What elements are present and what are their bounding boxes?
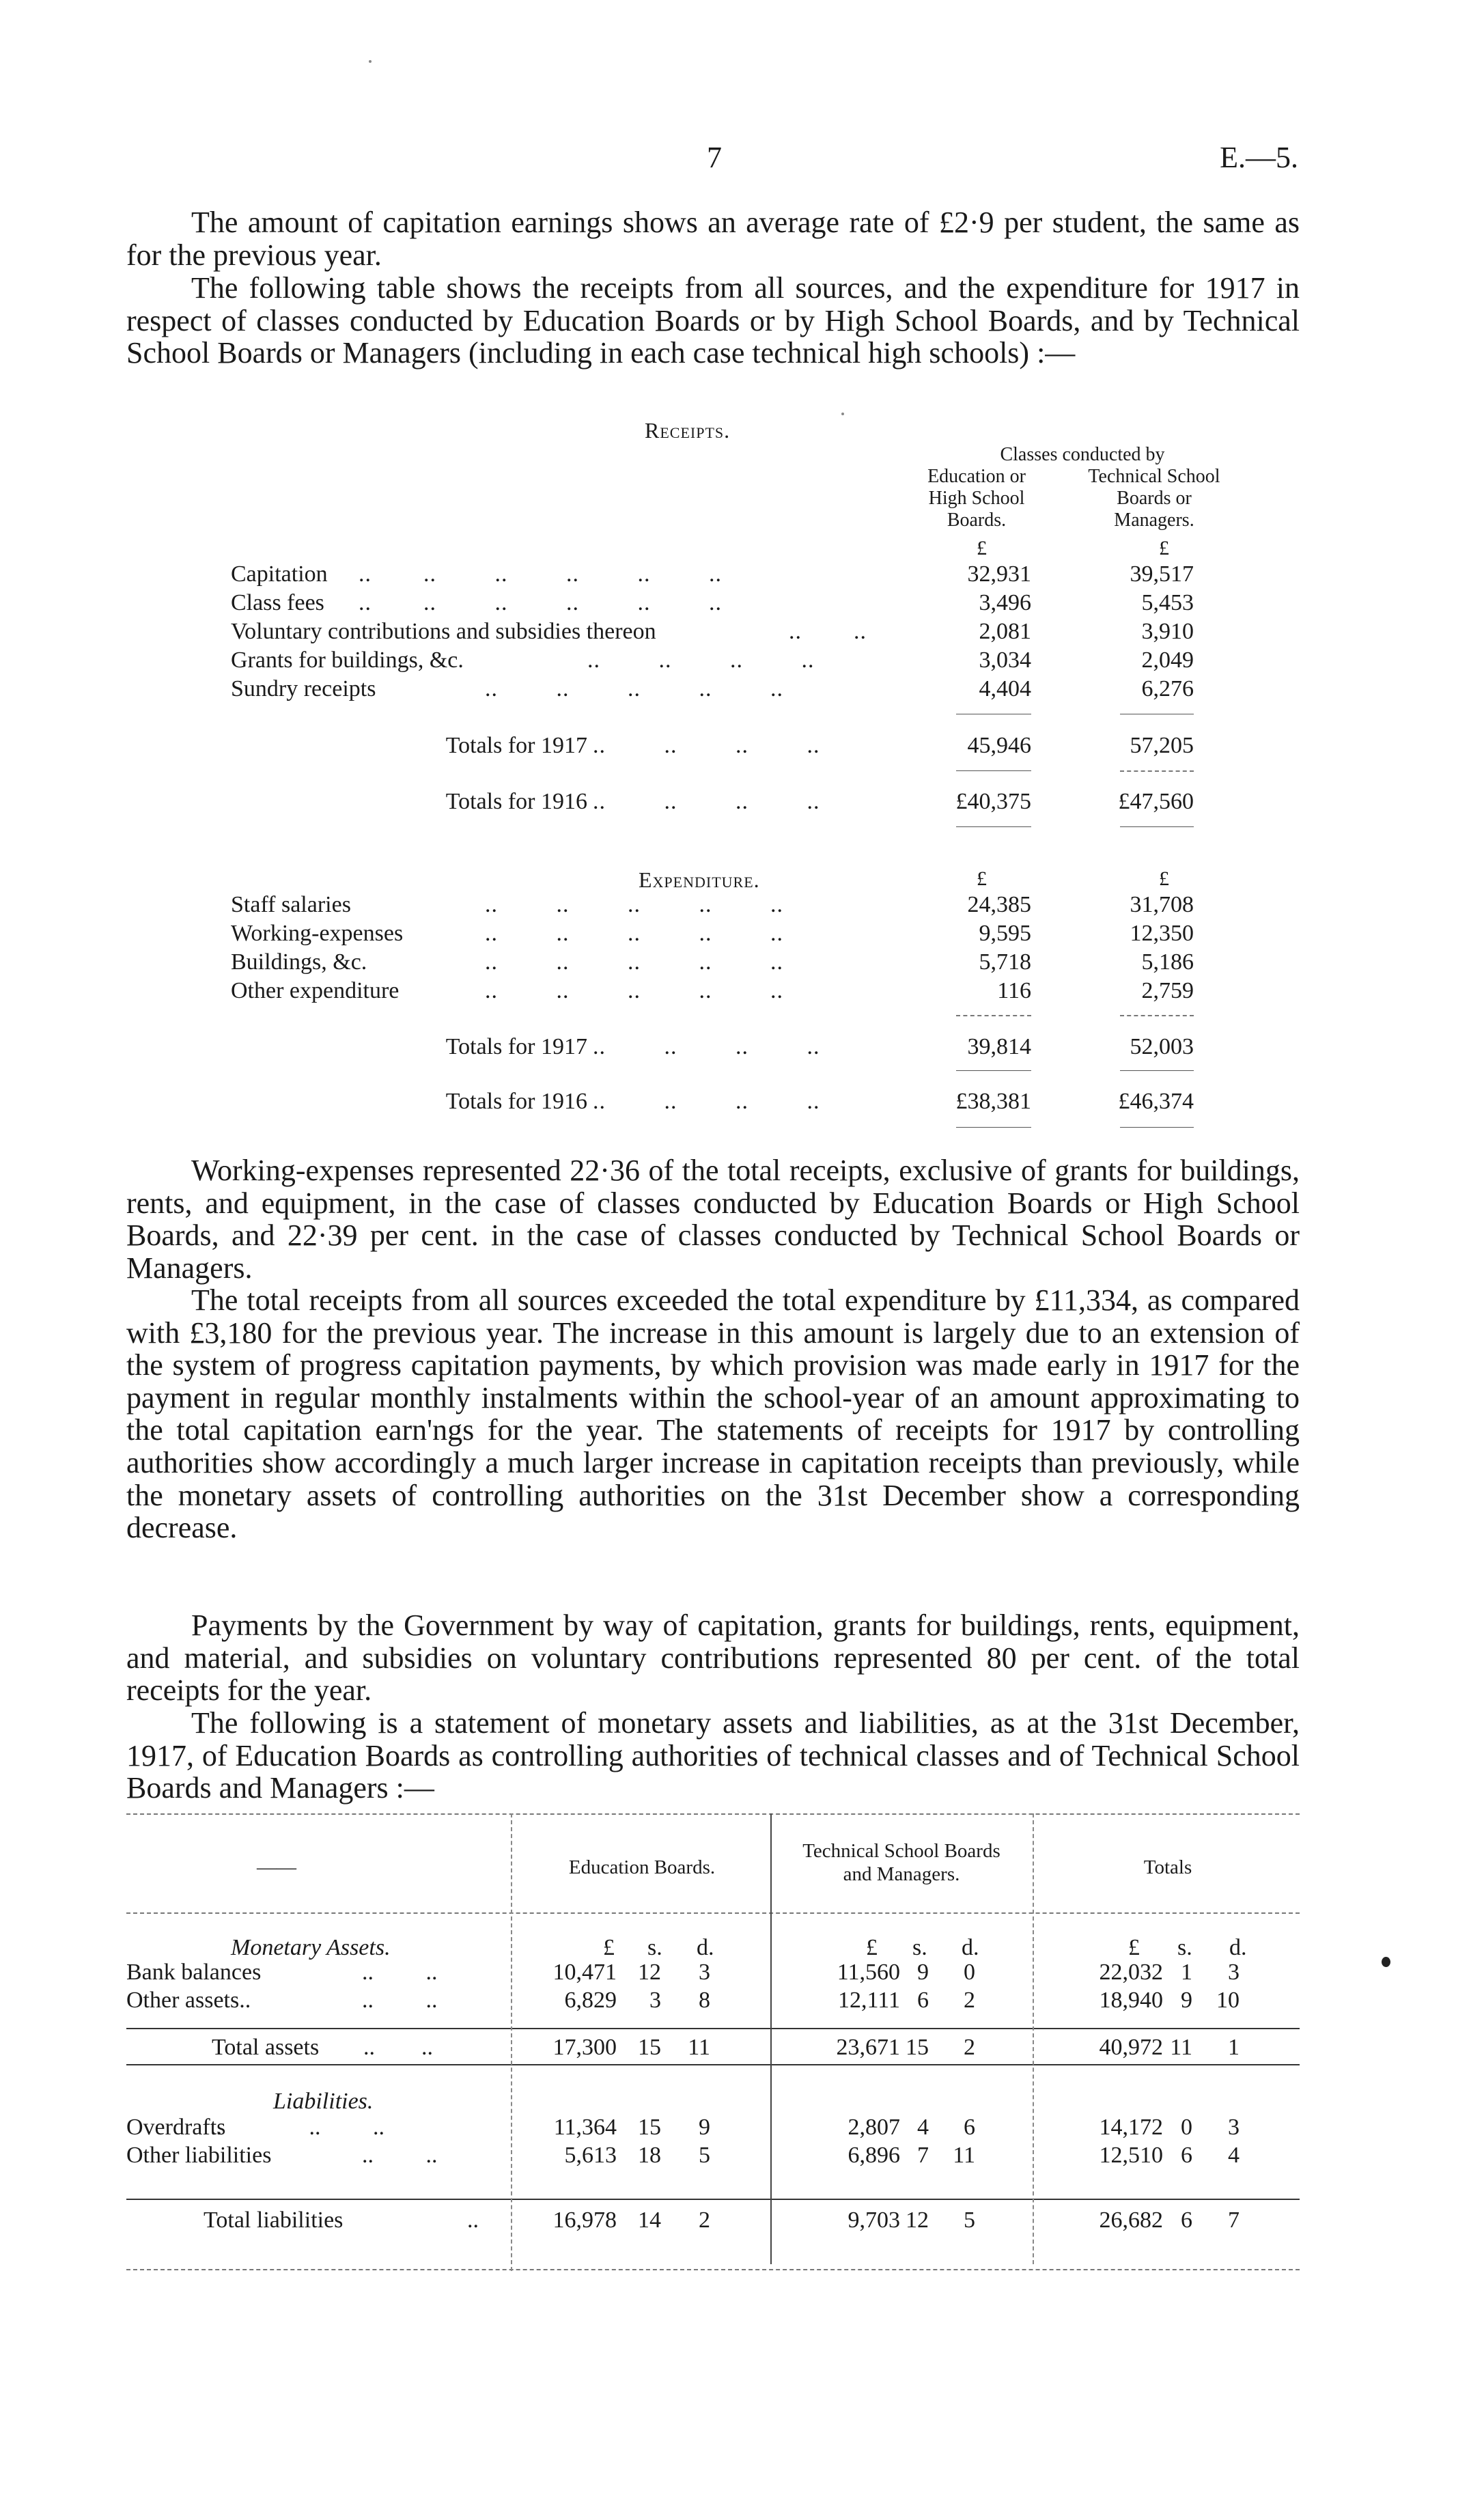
col-totals: Totals	[1143, 1856, 1192, 1878]
lsd-pound: £	[1128, 1935, 1140, 1960]
receipts-row: Sundry receipts .. .. .. .. .. 4,404 6,276	[231, 676, 1194, 701]
tech-pounds: 6,896	[848, 2143, 900, 2168]
lsd-shilling: s.	[647, 1935, 662, 1960]
edu-shillings: 15	[638, 2115, 661, 2140]
edu-pence: 9	[699, 2115, 710, 2140]
table-header-rule	[126, 1912, 1300, 1914]
rule	[1120, 1070, 1194, 1071]
column-divider	[511, 1813, 512, 2271]
receipts-row: Class fees .. .. .. .. .. .. 3,496 5,453	[231, 590, 1194, 615]
column-divider	[770, 1813, 772, 2264]
rule	[1120, 1127, 1194, 1128]
currency-symbol: £	[977, 537, 987, 559]
total-assets-label: Total assets	[212, 2035, 320, 2060]
paragraph-working-expenses: Working-expenses represented 22·36 of the total receipts, exclusive of grants for buildings, rents, and equipment, in the case of classes conducted by Education Boards or High School Boards, and 22·39 per cent. in the case of classes conducted by Technical School Boards or Managers.	[126, 1154, 1300, 1285]
rule	[1120, 826, 1194, 827]
receipts-row: Voluntary contributions and subsidies thereon .. .. 2,081 3,910	[231, 619, 1194, 644]
edu-pence: 5	[699, 2143, 710, 2168]
rule	[956, 1127, 1031, 1128]
expenditure-total-1917: Totals for 1917 .. .. .. .. 39,814 52,003	[445, 1034, 1194, 1059]
edu-shillings: 15	[638, 2035, 661, 2060]
tech-pence: 0	[964, 1960, 975, 1985]
monetary-assets-heading: Monetary Assets.	[231, 1935, 391, 1960]
paragraph-table-intro: The following table shows the receipts from all sources, and the expenditure for 1917 in respect of classes conducted by Education Boards or by High School Boards, and by Technical School Boards or Managers (including in each case technical high schools) :—	[126, 271, 1300, 370]
edu-pence: 2	[699, 2208, 710, 2233]
tot-pounds: 14,172	[1099, 2115, 1163, 2140]
tech-pence: 2	[964, 1988, 975, 2013]
classes-conducted-header: Classes conducted by	[1000, 444, 1165, 465]
receipts-row: Grants for buildings, &c. .. .. .. .. 3,034 2,049	[231, 647, 1194, 673]
statement-corner-dash: ——	[257, 1856, 296, 1878]
edu-shillings: 12	[638, 1960, 661, 1985]
column-divider	[1033, 1813, 1034, 2264]
tech-pence: 2	[964, 2035, 975, 2060]
leader-dots: .. ..	[362, 2143, 438, 2168]
margin-bullet-mark	[1382, 1957, 1390, 1967]
leader-dots: .. .. ..	[210, 2115, 384, 2140]
lsd-pound: £	[866, 1935, 878, 1960]
tech-pence: 11	[953, 2143, 975, 2168]
scan-speck	[841, 413, 844, 415]
tech-pounds: 2,807	[848, 2115, 900, 2140]
currency-symbol: £	[1159, 867, 1169, 890]
edu-shillings: 3	[649, 1988, 661, 2013]
tech-pence: 5	[964, 2208, 975, 2233]
expenditure-row: Working-expenses .. .. .. .. .. 9,595 12,350	[231, 921, 1194, 946]
receipts-total-1917: Totals for 1917 .. .. .. .. 45,946 57,205	[445, 733, 1194, 758]
currency-symbol: £	[977, 867, 987, 890]
lsd-pence: d.	[697, 1935, 714, 1960]
leader-dots: .. ..	[363, 2035, 433, 2060]
leader-dots: ..	[467, 2208, 479, 2233]
tech-pence: 6	[964, 2115, 975, 2140]
rule	[1120, 770, 1194, 772]
tech-shillings: 4	[917, 2115, 929, 2140]
statement-row-label: Other assets..	[126, 1988, 251, 2013]
expenditure-row: Staff salaries .. .. .. .. .. 24,385 31,708	[231, 892, 1194, 917]
table-rule	[126, 2064, 1300, 2065]
tot-pounds: 18,940	[1099, 1988, 1163, 2013]
tot-pence: 3	[1228, 1960, 1240, 1985]
tech-shillings: 12	[906, 2208, 929, 2233]
receipts-row: Capitation .. .. .. .. .. .. 32,931 39,517	[231, 561, 1194, 587]
tech-shillings: 7	[917, 2143, 929, 2168]
tot-shillings: 0	[1181, 2115, 1192, 2140]
edu-pounds: 6,829	[564, 1988, 617, 2013]
tot-shillings: 6	[1181, 2208, 1192, 2233]
table-rule	[126, 2028, 1300, 2029]
leader-dots: .. ..	[362, 1960, 438, 1985]
tot-pounds: 22,032	[1099, 1960, 1163, 1985]
statement-row-label: Bank balances	[126, 1960, 262, 1985]
document-reference: E.—5.	[1220, 141, 1298, 174]
edu-pounds: 10,471	[552, 1960, 617, 1985]
expenditure-total-1916: Totals for 1916 .. .. .. .. £38,381 £46,374	[445, 1089, 1194, 1114]
col-education-boards: Education Boards.	[568, 1856, 716, 1878]
tech-shillings: 15	[906, 2035, 929, 2060]
tot-pounds: 26,682	[1099, 2208, 1163, 2233]
tot-pounds: 40,972	[1099, 2035, 1163, 2060]
tot-shillings: 6	[1181, 2143, 1192, 2168]
tech-pounds: 23,671	[836, 2035, 900, 2060]
tech-shillings: 9	[917, 1960, 929, 1985]
edu-pence: 8	[699, 1988, 710, 2013]
expenditure-row: Buildings, &c. .. .. .. .. .. 5,718 5,186	[231, 949, 1194, 975]
edu-pounds: 17,300	[552, 2035, 617, 2060]
tech-shillings: 6	[917, 1988, 929, 2013]
receipts-title: Receipts.	[645, 418, 731, 443]
rule	[956, 1015, 1031, 1016]
lsd-pound: £	[603, 1935, 615, 1960]
paragraph-capitation-rate: The amount of capitation earnings shows an average rate of £2·9 per student, the same as for the previous year.	[126, 206, 1300, 272]
currency-symbol: £	[1159, 537, 1169, 559]
tot-pence: 3	[1228, 2115, 1240, 2140]
tech-pounds: 11,560	[837, 1960, 900, 1985]
lsd-pence: d.	[1229, 1935, 1247, 1960]
col-technical-school-boards: Technical School Boards and Managers.	[802, 1840, 1000, 1885]
total-liabilities-label: Total liabilities	[204, 2208, 344, 2233]
lsd-shilling: s.	[1177, 1935, 1192, 1960]
expenditure-title: Expenditure.	[639, 867, 760, 892]
rule	[956, 826, 1031, 827]
tot-shillings: 1	[1181, 1960, 1192, 1985]
expenditure-row: Other expenditure .. .. .. .. .. 116 2,759	[231, 978, 1194, 1003]
receipts-total-1916: Totals for 1916 .. .. .. .. £40,375 £47,560	[445, 789, 1194, 814]
edu-pounds: 11,364	[553, 2115, 617, 2140]
lsd-pence: d.	[962, 1935, 979, 1960]
lsd-shilling: s.	[912, 1935, 927, 1960]
statement-row-label: Other liabilities	[126, 2143, 272, 2168]
table-rule	[126, 2199, 1300, 2200]
edu-shillings: 18	[638, 2143, 661, 2168]
col-education-header: Education or High School Boards.	[927, 466, 1026, 531]
rule	[956, 1070, 1031, 1071]
edu-pounds: 16,978	[552, 2208, 617, 2233]
edu-pence: 3	[699, 1960, 710, 1985]
rule	[1120, 1015, 1194, 1016]
tot-shillings: 9	[1181, 1988, 1192, 2013]
tot-pence: 10	[1216, 1988, 1240, 2013]
edu-pence: 11	[688, 2035, 710, 2060]
tot-pounds: 12,510	[1099, 2143, 1163, 2168]
tot-shillings: 11	[1170, 2035, 1192, 2060]
table-top-rule	[126, 1813, 1300, 1815]
paragraph-statement-intro: The following is a statement of monetary assets and liabilities, as at the 31st December, 1917, of Education Boards as controlling authorities of technical classes and of Technical School Boards and Managers :—	[126, 1706, 1300, 1805]
tech-pounds: 9,703	[848, 2208, 900, 2233]
tot-pence: 4	[1228, 2143, 1240, 2168]
statement-row-label: Overdrafts	[126, 2115, 226, 2140]
tech-pounds: 12,111	[838, 1988, 900, 2013]
page-number: 7	[707, 141, 722, 174]
rule	[956, 770, 1031, 771]
leader-dots: .. ..	[362, 1988, 438, 2013]
edu-shillings: 14	[638, 2208, 661, 2233]
tot-pence: 1	[1228, 2035, 1240, 2060]
paragraph-total-receipts: The total receipts from all sources exceeded the total expenditure by £11,334, as compared with £3,180 for the previous year. The increase in this amount is largely due to an extension of the system of progress capitation payments, by which provision was made early in 1917 for the payment in regular monthly instalments within the school-year of an amount approximating to the total capitation earn'ngs for the year. The statements of receipts for 1917 by controlling authorities show accordingly a much larger increase in capitation receipts than previously, while the monetary assets of controlling authorities on the 31st December show a corresponding decrease.	[126, 1283, 1300, 1545]
table-bottom-rule	[126, 2269, 1300, 2270]
tot-pence: 7	[1228, 2208, 1240, 2233]
scan-speck	[369, 60, 372, 63]
paragraph-government-payments: Payments by the Government by way of capitation, grants for buildings, rents, equipment, and material, and subsidies on voluntary contributions represented 80 per cent. of the total receipts for the year.	[126, 1608, 1300, 1708]
col-technical-header: Technical School Boards or Managers.	[1088, 466, 1220, 531]
edu-pounds: 5,613	[564, 2143, 617, 2168]
liabilities-heading: Liabilities.	[273, 2089, 374, 2114]
